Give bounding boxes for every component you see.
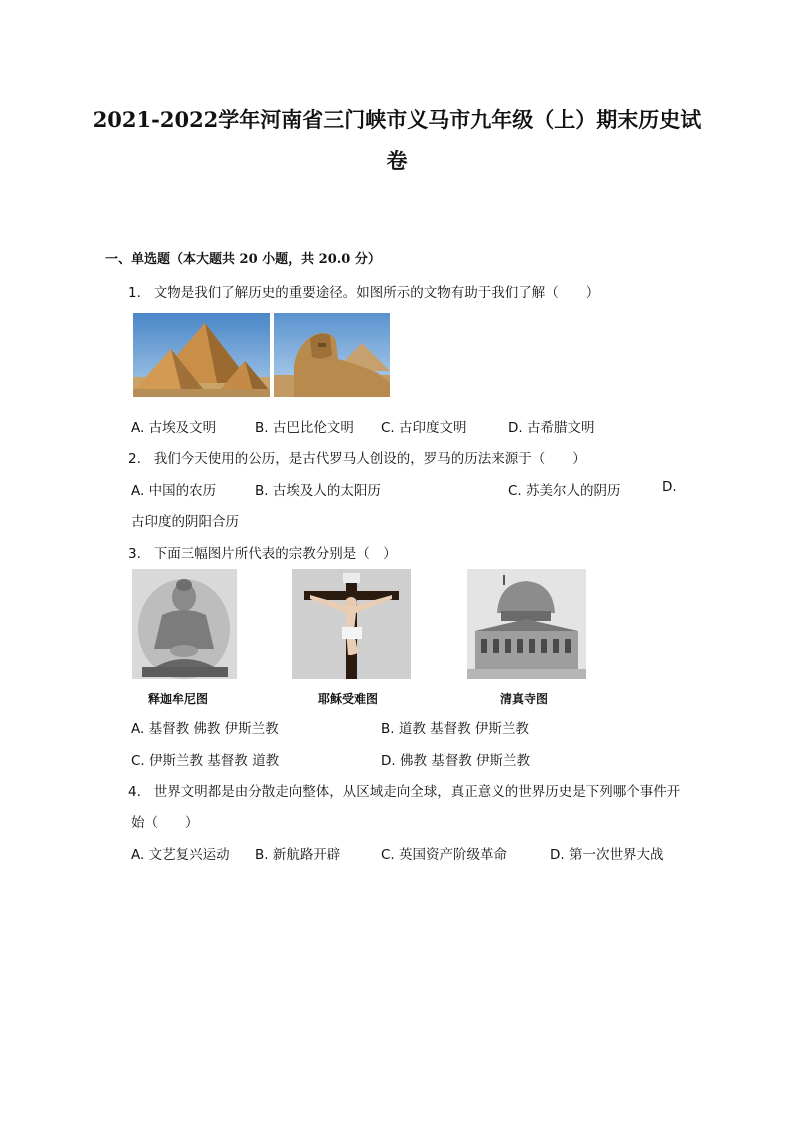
question-4 <box>128 780 680 800</box>
q3-option-b[interactable]: B. 道教 基督教 伊斯兰教 <box>381 721 529 737</box>
question-stem: 我们今天使用的公历，是古代罗马人创设的，罗马的历法来源于（ ） <box>153 451 586 467</box>
exam-title-line1: 2021-2022学年河南省三门峡市义马市九年级（上）期末历史试 <box>92 107 702 132</box>
q2-option-c[interactable]: C. 苏美尔人的阴历 <box>508 483 621 499</box>
question-3 <box>128 542 397 562</box>
q3-option-c[interactable]: C. 伊斯兰教 基督教 道教 <box>131 753 280 769</box>
q2-option-d-text[interactable]: 古印度的阴阳合历 <box>131 514 239 530</box>
q4-option-c[interactable]: C. 英国资产阶级革命 <box>381 847 508 863</box>
caption-buddha: 释迦牟尼图 <box>148 692 209 706</box>
question-number: 3. <box>128 546 141 562</box>
section-header: 一、单选题（本大题共 20 小题，共 20.0 分） <box>105 252 381 267</box>
q1-option-a[interactable]: A. 古埃及文明 <box>131 420 217 436</box>
question-1 <box>128 281 599 301</box>
buddha-image <box>132 569 237 679</box>
question-stem: 文物是我们了解历史的重要途径。如图所示的文物有助于我们了解（ ） <box>153 285 600 301</box>
q3-option-d[interactable]: D. 佛教 基督教 伊斯兰教 <box>381 753 531 769</box>
question-number: 1. <box>128 285 141 301</box>
question-number: 2. <box>128 451 141 467</box>
q3-option-a[interactable]: A. 基督教 佛教 伊斯兰教 <box>131 721 279 737</box>
question-2 <box>128 447 586 467</box>
q1-option-c[interactable]: C. 古印度文明 <box>381 420 467 436</box>
q4-option-b[interactable]: B. 新航路开辟 <box>255 847 341 863</box>
q1-option-b[interactable]: B. 古巴比伦文明 <box>255 420 354 436</box>
crucifix-image <box>292 569 411 679</box>
sphinx-image <box>274 313 390 397</box>
mosque-image <box>467 569 586 679</box>
q2-option-b[interactable]: B. 古埃及人的太阳历 <box>255 483 381 499</box>
question-stem: 下面三幅图片所代表的宗教分别是（ ） <box>153 546 397 562</box>
pyramids-image <box>133 313 270 397</box>
question-4-continued: 始（ ） <box>131 815 199 831</box>
q1-option-d[interactable]: D. 古希腊文明 <box>508 420 595 436</box>
q4-option-a[interactable]: A. 文艺复兴运动 <box>131 847 230 863</box>
q4-option-d[interactable]: D. 第一次世界大战 <box>550 847 664 863</box>
q2-option-d[interactable]: D. <box>662 479 677 495</box>
q2-option-a[interactable]: A. 中国的农历 <box>131 483 217 499</box>
question-stem: 世界文明都是由分散走向整体，从区域走向全球，真正意义的世界历史是下列哪个事件开 <box>153 784 681 800</box>
exam-title-line2: 卷 <box>386 148 408 173</box>
caption-mosque: 清真寺图 <box>500 692 549 706</box>
question-number: 4. <box>128 784 141 800</box>
caption-crucifix: 耶稣受难图 <box>318 692 379 706</box>
